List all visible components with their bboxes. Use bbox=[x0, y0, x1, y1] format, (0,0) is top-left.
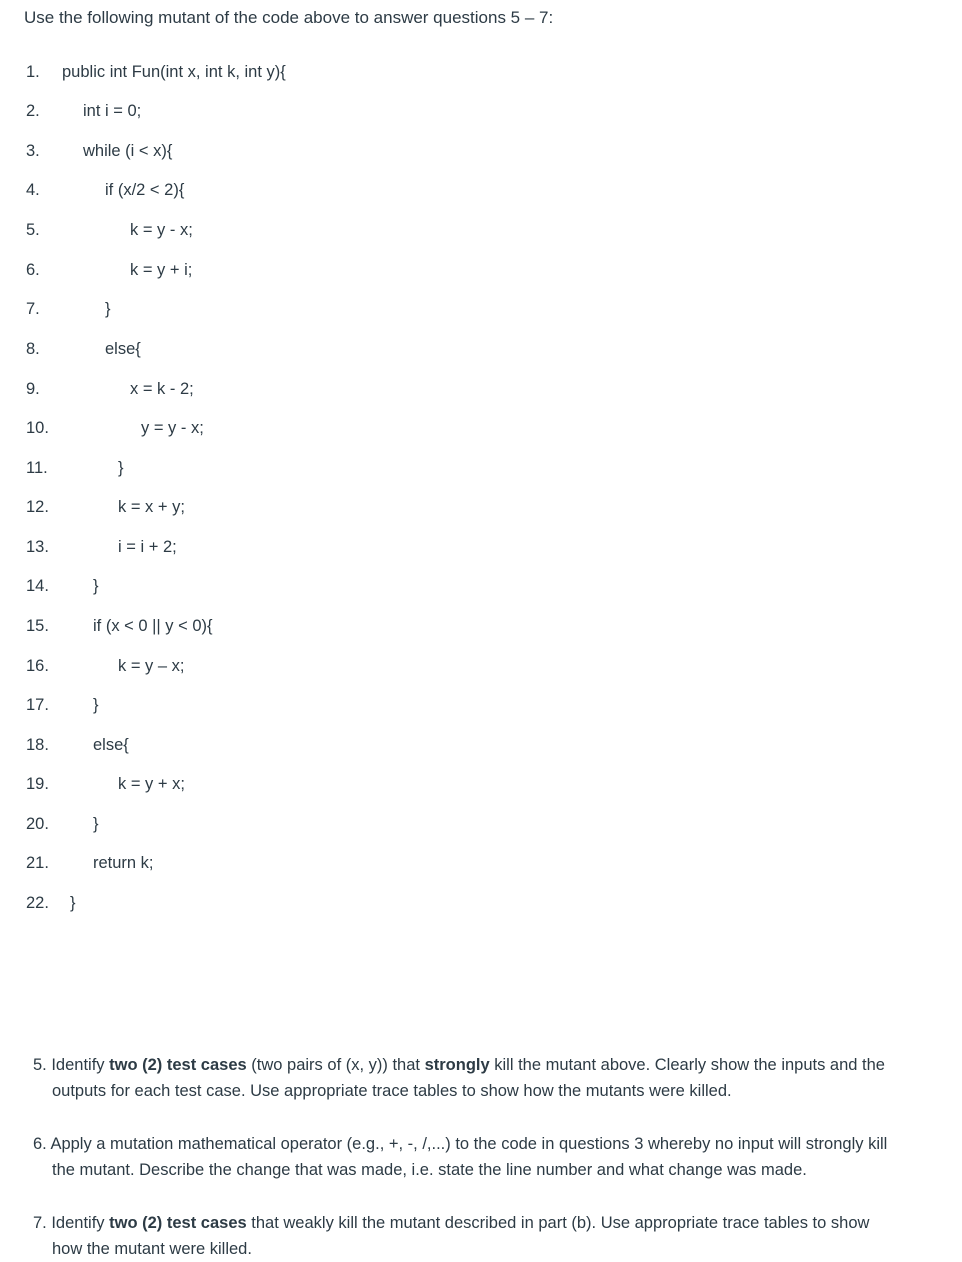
code-text: } bbox=[118, 459, 124, 477]
code-text: k = y + x; bbox=[118, 775, 185, 793]
line-number: 14. bbox=[26, 577, 49, 595]
line-number: 11. bbox=[26, 459, 48, 477]
line-number: 12. bbox=[26, 498, 49, 516]
question-text: that weakly kill the mutant described in part (b). Use appropriate trace tables to show bbox=[246, 1214, 870, 1232]
line-number: 20. bbox=[26, 815, 49, 833]
code-text: } bbox=[105, 300, 111, 318]
line-number: 8. bbox=[26, 340, 40, 358]
code-text: else{ bbox=[105, 340, 141, 358]
question-text: how the mutant were killed. bbox=[52, 1240, 252, 1258]
code-text: if (x < 0 || y < 0){ bbox=[93, 617, 213, 635]
code-text: x = k - 2; bbox=[130, 380, 194, 398]
code-text: y = y - x; bbox=[141, 419, 204, 437]
line-number: 18. bbox=[26, 736, 49, 754]
line-number: 22. bbox=[26, 894, 49, 912]
question-number: 7. bbox=[33, 1214, 47, 1232]
code-text: else{ bbox=[93, 736, 129, 754]
line-number: 15. bbox=[26, 617, 49, 635]
question-number: 6. bbox=[33, 1135, 47, 1153]
line-number: 4. bbox=[26, 181, 40, 199]
code-text: } bbox=[93, 577, 99, 595]
question-emphasis: strongly bbox=[424, 1056, 490, 1074]
question-text: kill the mutant above. Clearly show the inputs and the bbox=[489, 1056, 885, 1074]
question-number: 5. bbox=[33, 1056, 47, 1074]
line-number: 7. bbox=[26, 300, 40, 318]
line-number: 1. bbox=[26, 63, 40, 81]
code-text: } bbox=[93, 815, 99, 833]
line-number: 9. bbox=[26, 380, 40, 398]
code-text: return k; bbox=[93, 854, 154, 872]
code-text: } bbox=[70, 894, 76, 912]
question-text: (two pairs of (x, y)) that bbox=[246, 1056, 425, 1074]
code-text: k = y – x; bbox=[118, 657, 185, 675]
question-5 bbox=[33, 1052, 945, 1104]
line-number: 21. bbox=[26, 854, 49, 872]
code-text: public int Fun(int x, int k, int y){ bbox=[62, 63, 286, 81]
line-number: 16. bbox=[26, 657, 49, 675]
line-number: 19. bbox=[26, 775, 49, 793]
question-text: Identify bbox=[46, 1214, 110, 1232]
code-text: k = x + y; bbox=[118, 498, 185, 516]
question-6 bbox=[33, 1131, 945, 1183]
intro-text: Use the following mutant of the code above to answer questions 5 – 7: bbox=[24, 8, 554, 27]
code-text: k = y - x; bbox=[130, 221, 193, 239]
question-emphasis: two (2) test cases bbox=[109, 1056, 247, 1074]
question-text: the mutant. Describe the change that was made, i.e. state the line number and what change was made. bbox=[52, 1161, 807, 1179]
code-text: i = i + 2; bbox=[118, 538, 177, 556]
question-emphasis: two (2) test cases bbox=[109, 1214, 247, 1232]
line-number: 6. bbox=[26, 261, 40, 279]
code-text: if (x/2 < 2){ bbox=[105, 181, 185, 199]
line-number: 2. bbox=[26, 102, 40, 120]
line-number: 10. bbox=[26, 419, 49, 437]
code-text: k = y + i; bbox=[130, 261, 193, 279]
question-text: Identify bbox=[46, 1056, 110, 1074]
code-text: } bbox=[93, 696, 99, 714]
line-number: 13. bbox=[26, 538, 49, 556]
line-number: 5. bbox=[26, 221, 40, 239]
question-7 bbox=[33, 1210, 945, 1262]
question-text: outputs for each test case. Use appropriate trace tables to show how the mutants were killed. bbox=[52, 1082, 732, 1100]
question-text: Apply a mutation mathematical operator (e.g., +, -, /,...) to the code in questions 3 whereby no input will strongly kill bbox=[46, 1135, 888, 1153]
code-text: while (i < x){ bbox=[83, 142, 173, 160]
line-number: 3. bbox=[26, 142, 40, 160]
line-number: 17. bbox=[26, 696, 49, 714]
code-text: int i = 0; bbox=[83, 102, 142, 120]
